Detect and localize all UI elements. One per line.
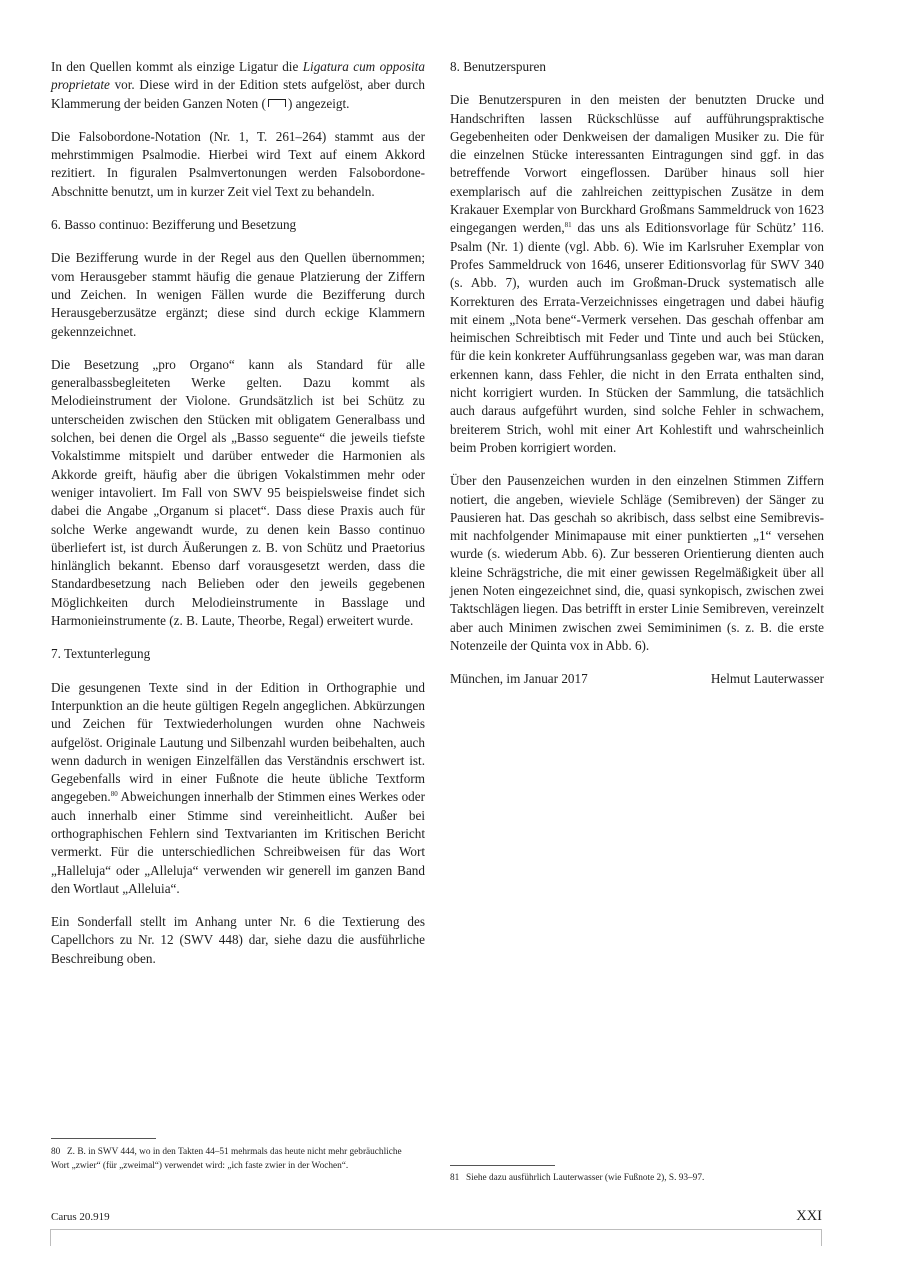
section-heading-basso-continuo: 6. Basso continuo: Bezifferung und Besetzung [51,217,297,233]
publisher-number: Carus 20.919 [51,1211,110,1223]
figured-bass-paragraph: Die Bezifferung wurde in der Regel aus den Quellen übernommen; vom Herausgeber stammt häufig die genaue Platzierung der Ziffern und Zeichen. In wenigen Fällen wurde die Bezifferung durch Herausgeberzusätze ergänzt; diese sind durch eckige Klammern gekennzeichnet. [51,250,425,339]
place-date: München, im Januar 2017 [450,671,588,687]
footnote-ref-80[interactable]: 80 [110,790,118,799]
section-heading-text-underlay: 7. Textunterlegung [51,646,151,662]
ligature-paragraph: In den Quellen kommt als einzige Ligatur die Ligatura cum opposita proprietate vor. Diese wird in der Edition stets aufgelöst, aber durch Klammerung der beiden Ganzen Noten ( ) angezeigt. [51,59,425,111]
footnote-rule-left [51,1138,156,1139]
footnote-number: 80 [51,1147,61,1157]
footnote-text: Z. B. in SWV 444, wo in den Takten 44–51 mehrmals das heute nicht mehr gebräuchliche Wort „zwier“ (für „zweimal“) verwendet wird: „ich faste zwier in der Wochen“. [51,1147,402,1171]
right-column [450,58,824,689]
special-case-paragraph: Ein Sonderfall stellt im Anhang unter Nr. 6 die Textierung des Capellchors zu Nr. 12 (SWV 448) dar, siehe dazu die ausführliche Beschreibung oben. [51,914,425,966]
footnote-ref-81[interactable]: 81 [564,221,572,230]
footnote-80 [51,1146,421,1173]
footer-tick-right [821,1229,822,1246]
footnote-rule-right [450,1165,555,1166]
left-column [51,58,425,983]
scoring-paragraph: Die Besetzung „pro Organo“ kann als Standard für alle generalbassbegleiteten Werke gelten. Dazu kommt als Melodieinstrument der Violone. Grundsätzlich ist bei Schütz zu unterscheiden zwischen den Stücken mit obligatem Generalbass und solchen, bei denen die Orgel als „Basso seguente“ die jeweils tiefste Vokalstimme mitspielt und darüber entweder die Harmonien als Akkorde greift, häufig aber die übrigen Vokalstimmen mehr oder weniger intavoliert. Im Fall von SWV 95 beispielsweise findet sich dabei die Angabe „Organum si placet“. Dass diese Praxis auch für solche Werke angewandt wurde, zu denen kein Basso continuo überliefert ist, ist durch Äußerungen z. B. von Schütz und Praetorius hinlänglich bekannt. Ebenso darf vorausgesetzt werden, dass die Standardbesetzung nach Belieben oder den jeweils gegebenen Möglichkeiten durch Melodieinstrumente in Basslage und Harmonieinstrumente (z. B. Laute, Theorbe, Regal) erweitert wurde. [51,356,425,629]
section-heading-user-traces: 8. Benutzerspuren [450,59,546,74]
page-number: XXI [796,1208,822,1224]
ligature-term: Ligatura cum opposita proprietate [51,59,425,93]
falsobordone-paragraph: Die Falsobordone-Notation (Nr. 1, T. 261–264) stammt aus der mehrstimmigen Psalmodie. Hierbei wird Text auf einem Akkord rezitiert. In figuralen Psalmvertonungen werden Falsobordone-Abschnitte benutzt, um in kurzer Zeit viel Text zu behandeln. [51,128,425,199]
footnote-text: Siehe dazu ausführlich Lauterwasser (wie Fußnote 2), S. 93–97. [466,1173,705,1183]
footer-tick-left [50,1229,51,1246]
author-name: Helmut Lauterwasser [710,671,824,687]
text-underlay-paragraph: Die gesungenen Texte sind in der Edition in Orthographie und Interpunktion an die heute gültigen Regeln angeglichen. Abkürzungen und Zeichen für Textwiederholungen wurden ohne Nachweis aufgelöst. Originale Lautung und Silbenzahl wurden beibehalten, auch wenn dadurch in wenigen Einzelfällen das Verständnis erschwert ist. Gegebenfalls wird in einer Fußnote die heute übliche Textform angegeben.$^{80}$ Abweichungen innerhalb der Stimmen eines Werkes oder auch innerhalb einer Stimme sind vereinheitlicht. Außer bei orthographischen Fehlern sind Textvarianten im Kritischen Bericht vermerkt. Für die unterschiedlichen Schreibweisen für das Wort „Halleluja“ oder „Alleluja“ verwenden wir generell im ganzen Band den Wortlaut „Alleluia“. [51,679,425,896]
signature-line [450,670,824,688]
rest-markings-paragraph: Über den Pausenzeichen wurden in den einzelnen Stimmen Ziffern notiert, die angeben, wieviele Schläge (Semibreven) der Sänger zu Pausieren hat. Das geschah so akribisch, dass selbst eine Semibrevis- mit nachfolgender Minimapause mit einer punktierten „1“ versehen wurde (s. wiederum Abb. 6). Zur besseren Orientierung dienten auch kleine Schrägstriche, die mit einer gewissen Regelmäßigkeit über all jenen Noten eingezeichnet sind, die, quasi synkopisch, zwischen zwei Taktschlägen liegen. Das betrifft in erster Linie Semibreven, vereinzelt aber auch Minimen zwischen zwei Semiminimen (s. z. B. die erste Notenzeile der Quinta vox in Abb. 6). [450,473,824,653]
ligature-bracket-icon [268,99,286,107]
footer-rule [50,1229,822,1230]
footnote-number: 81 [450,1173,460,1183]
user-traces-paragraph: Die Benutzerspuren in den meisten der benutzten Drucke und Handschriften lassen Rückschlüsse auf aufführungspraktische Gegebenheiten oder Denkweisen der damaligen Musiker zu. Die für die einzelnen Stücke interessanten Eintragungen sind ggf. in das betreffende Vorwort eingeflossen. Darüber hinaus soll hier exemplarisch auf die zahlreichen zeittypischen Zusätze in dem Krakauer Exemplar von Burckhard Großmans Sammeldruck von 1623 eingegangen werden,$^{81}$ das uns als Editionsvorlage für Schütz’ 116. Psalm (Nr. 1) diente (vgl. Abb. 6). Wie im Karlsruher Exemplar von Profes Sammeldruck von 1646, unserer Editionsvorlag für SWV 340 (s. Abb. 7), wurden auch im Großman-Druck systematisch alle Korrekturen des Errata-Verzeichnisses eingetragen und dabei häufig mit einem „Nota bene“-Vermerk versehen. Das geschah offenbar am heimischen Schreibtisch mit Feder und Tinte und auch bei Stücken, für die kein konkreter Aufführungsanlass gegeben war, was man daran erkennen kann, dass Fehler, die nicht in den Errata enthalten sind, nicht korrigiert wurden. In Stücken der Sammlung, die tatsächlich auch daraus aufgeführt wurden, sind solche Fehler in schwachem, breiterem Strich, wohl mit einer Art Kohlestift und wahrscheinlich beim Proben korrigiert worden. [450,92,825,455]
footnote-81 [450,1172,820,1186]
